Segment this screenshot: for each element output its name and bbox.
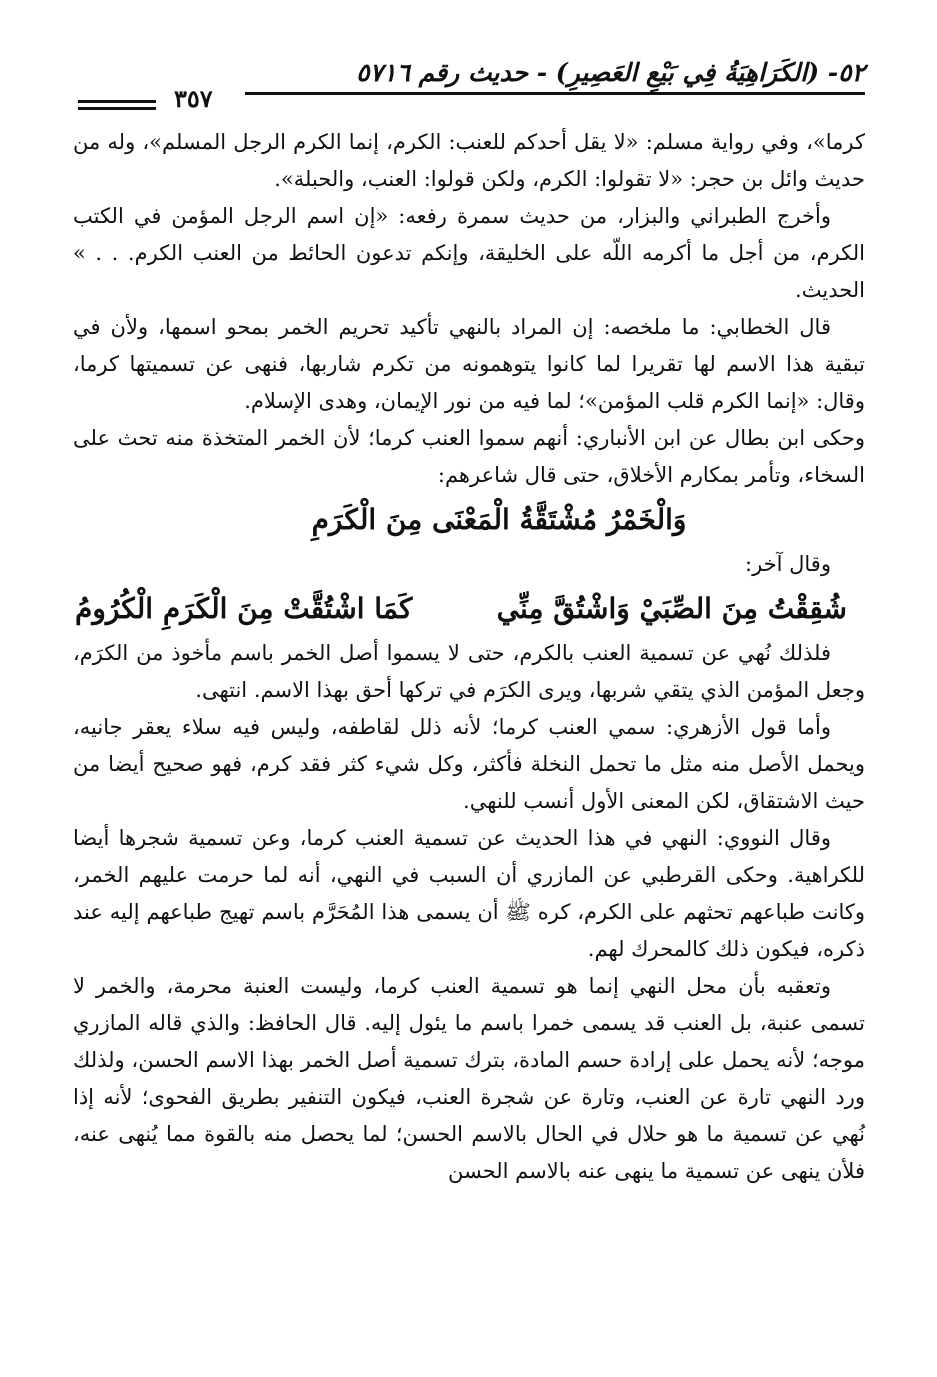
paragraph-another-said: وقال آخر: — [745, 552, 831, 576]
body-text — [73, 124, 865, 1190]
paragraph-azhari: وأما قول الأزهري: سمي العنب كرما؛ لأنه ذلل لقاطفه، وليس فيه سلاء يعقر جانيه، ويحمل الأصل منه مثل ما تحمل النخلة فأكثر، وكل شيء كثر فقد كرم، فهو صحيح أيضا من حيث الاشتقاق، لكن المعنى الأول أنسب للنهي. — [73, 715, 865, 813]
chapter-heading: ٥٢- (الكَرَاهِيَةُ فِي بَيْعِ العَصِيرِ) - حديث رقم ٥٧١٦ — [356, 58, 865, 87]
header-rule — [245, 92, 865, 95]
paragraph-khattabi: قال الخطابي: ما ملخصه: إن المراد بالنهي تأكيد تحريم الخمر بمحو اسمها، ولأن في تبقية هذا الاسم لها تقريرا لما كانوا يتوهمونه من تكرم شاربها، فنهى عن تسميتها كرما، وقال: «إنما الكرم قلب المؤمن»؛ لما فيه من نور الإيمان، وهدى الإسلام. — [73, 315, 865, 413]
paragraph-tabarani: وأخرج الطبراني والبزار، من حديث سمرة رفعه: «إن اسم الرجل المؤمن في الكتب الكرم، من أجل ما أكرمه اللّه على الخليقة، وإنكم تدعون الحائط من العنب الكرم. . . » الحديث. — [73, 204, 865, 302]
paragraph-prohibition: فلذلك نُهي عن تسمية العنب بالكرم، حتى لا يسموا أصل الخمر باسم مأخوذ من الكرَم، وجعل المؤمن الذي يتقي شربها، ويرى الكرَم في تركها أحق بهذا الاسم. انتهى. — [73, 641, 865, 702]
header-double-rule-top — [78, 100, 156, 103]
paragraph-critique: وتعقبه بأن محل النهي إنما هو تسمية العنب كرما، وليست العنبة محرمة، والخمر لا تسمى عنبة، بل العنب قد يسمى خمرا باسم ما يئول إليه. قال الحافظ: والذي قاله المازري موجه؛ لأنه يحمل على إرادة حسم المادة، بترك تسمية أصل الخمر بهذا الاسم الحسن، ولذلك ورد النهي تارة عن العنب، وتارة عن شجرة العنب، فيكون التنفير بطريق الفحوى؛ لأنه إذا نُهي عن تسمية ما هو حلال في الحال بالاسم الحسن؛ لما يحصل منه بالقوة مما يُنهى عنه، فلأن ينهى عن تسمية ما ينهى عنه بالاسم الحسن — [73, 974, 865, 1183]
verse-2-first-hemistich: شُقِقْتُ مِنَ الصِّبَيْ وَاشْتُقَّ مِنِّي — [496, 592, 847, 625]
poetry-verse-1: وَالْخَمْرُ مُشْتَقَّةُ الْمَعْنَى مِنَ الْكَرَمِ — [311, 503, 687, 536]
running-header — [78, 56, 865, 116]
poetry-verse-2 — [73, 585, 865, 633]
paragraph-muslim-narration: كرما»، وفي رواية مسلم: «لا يقل أحدكم للعنب: الكرم، إنما الكرم الرجل المسلم»، وله من حديث وائل بن حجر: «لا تقولوا: الكرم، ولكن قولوا: العنب، والحبلة». — [73, 130, 865, 191]
verse-2-second-hemistich: كَمَا اشْتُقَّتْ مِنَ الْكَرَمِ الْكُرُومُ — [75, 592, 413, 625]
page-number: ٣٥٧ — [174, 84, 213, 113]
header-double-rule-bottom — [78, 107, 156, 110]
paragraph-ibn-battal: وحكى ابن بطال عن ابن الأنباري: أنهم سموا العنب كرما؛ لأن الخمر المتخذة منه تحث على السخاء، وتأمر بمكارم الأخلاق، حتى قال شاعرهم: — [73, 426, 865, 487]
paragraph-nawawi: وقال النووي: النهي في هذا الحديث عن تسمية العنب كرما، وعن تسمية شجرها أيضا للكراهية. وحكى القرطبي عن المازري أن السبب في النهي، أنه لما حرمت عليهم الخمر، وكانت طباعهم تحثهم على الكرم، كره ﷺ أن يسمى هذا المُحَرَّم باسم تهيج طباعهم إليه عند ذكره، فيكون ذلك كالمحرك لهم. — [73, 826, 866, 961]
